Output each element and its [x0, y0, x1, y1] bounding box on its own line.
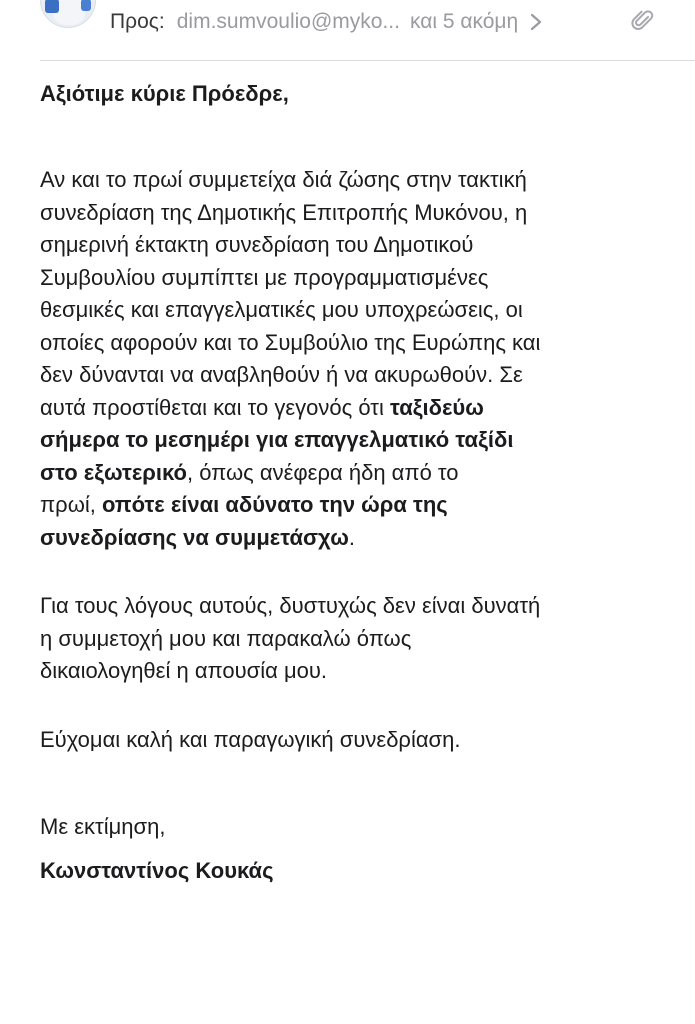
bold-text-run: οπότε είναι αδύνατο την ώρα της [101, 492, 448, 517]
closing-text: Με εκτίμηση, [40, 814, 166, 839]
text-line: δικαιολογηθεί η απουσία μου. [40, 658, 328, 683]
bold-text-run: συνεδρίασης να συμμετάσχω [40, 524, 349, 550]
text-run: , όπως ανέφερα ήδη από το [186, 459, 459, 485]
paragraph-1 [40, 164, 680, 554]
email-body [40, 78, 680, 893]
recipients-row[interactable] [110, 8, 542, 36]
bold-text-run: ταξιδεύω [389, 394, 484, 420]
bold-text-run: στο εξωτερικό [40, 459, 187, 485]
text-line [40, 392, 680, 425]
text-line: Συμβουλίου συμπίπτει με προγραμματισμένες [40, 264, 489, 290]
email-header [0, 0, 695, 62]
text-run: πρωί, [40, 492, 102, 517]
text-line: Εύχομαι καλή και παραγωγική συνεδρίαση. [40, 726, 461, 752]
paperclip-icon[interactable] [631, 8, 655, 34]
avatar-decoration [45, 0, 59, 13]
recipient-address[interactable]: dim.sumvoulio@myko... [176, 10, 400, 33]
more-recipients[interactable]: και 5 ακόμη [409, 10, 519, 33]
bold-text-line: σήμερα το μεσημέρι για επαγγελματικό ταξίδι [40, 427, 514, 452]
chevron-right-icon[interactable] [530, 13, 542, 31]
text-line [40, 522, 680, 555]
closing-block [40, 805, 680, 893]
text-line: οποίες αφορούν και το Συμβούλιο της Ευρώπης και [40, 329, 541, 355]
paragraph-3 [40, 724, 680, 757]
text-run: αυτά προστίθεται και το γεγονός ότι [40, 394, 390, 420]
greeting: Αξιότιμε κύριε Πρόεδρε, [40, 81, 289, 106]
text-line: δεν δύνανται να αναβληθούν ή να ακυρωθούν. Σε [40, 362, 523, 387]
header-divider [40, 60, 695, 61]
text-line: η συμμετοχή μου και παρακαλώ όπως [40, 625, 412, 651]
sender-avatar[interactable] [40, 0, 96, 28]
signature: Κωνσταντίνος Κουκάς [40, 858, 274, 883]
text-line: θεσμικές και επαγγελματικές μου υποχρεώσεις, οι [40, 297, 523, 322]
text-line: συνεδρίαση της Δημοτικής Επιτροπής Μυκόνου, η [40, 199, 528, 225]
avatar-decoration [81, 0, 91, 11]
text-line: σημερινή έκτακτη συνεδρίαση του Δημοτικού [40, 232, 474, 257]
to-label: Προς: [110, 10, 165, 33]
text-line [40, 457, 680, 490]
text-line: Για τους λόγους αυτούς, δυστυχώς δεν είναι δυνατή [40, 593, 541, 618]
paragraph-2 [40, 590, 680, 688]
text-line [40, 489, 680, 522]
text-run: . [348, 524, 355, 550]
text-line: Αν και το πρωί συμμετείχα διά ζώσης στην τακτική [40, 167, 527, 192]
